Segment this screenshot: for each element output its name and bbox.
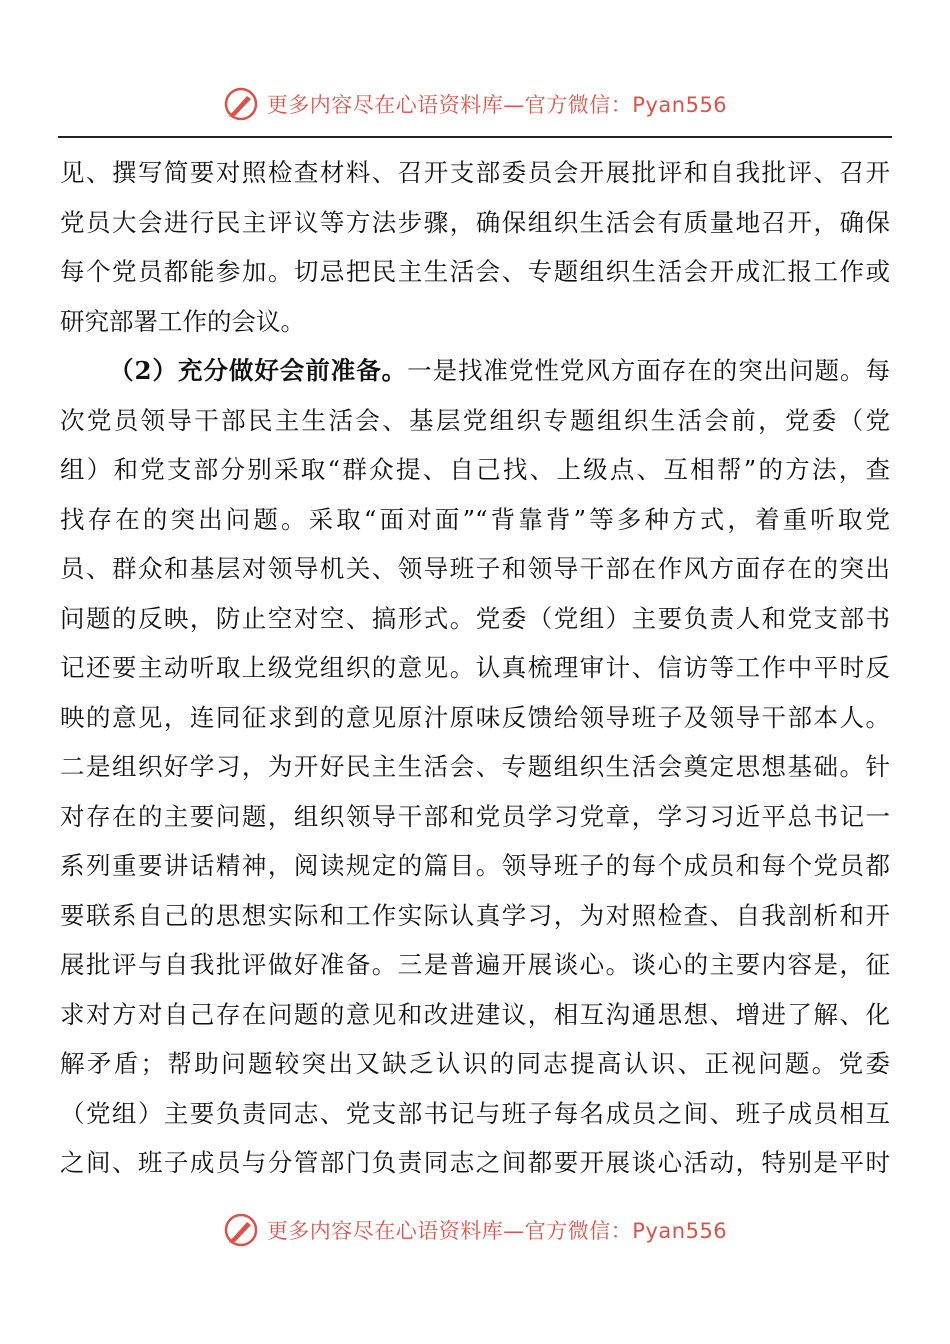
text-line: 研究部署工作的会议。 [60, 306, 305, 336]
footer-banner-text: 更多内容尽在心语资料库—官方微信：Pyan556 [266, 1219, 728, 1243]
header-banner [0, 84, 950, 124]
text-line: 见、撰写简要对照检查材料、召开支部委员会开展批评和自我批评、召开 [60, 158, 890, 187]
text-line: 党员大会进行民主评议等方法步骤，确保组织生活会有质量地召开，确保 [60, 207, 890, 237]
text-line: 展批评与自我批评做好准备。三是普遍开展谈心。谈心的主要内容是，征 [60, 950, 890, 979]
text-span: 一是找准党性党风方面存在的突出问题。每 [407, 356, 890, 385]
text-line: 找存在的突出问题。采取“面对面”“背靠背”等多种方式，着重听取党 [60, 504, 890, 534]
text-line: 映的意见，连同征求到的意见原汁原味反馈给领导班子及领导干部本人。 [60, 702, 890, 732]
text-line: 要联系自己的思想实际和工作实际认真学习，为对照检查、自我剖析和开 [60, 900, 890, 930]
pen-icon [223, 86, 259, 122]
pen-icon [223, 1212, 259, 1248]
text-line: 二是组织好学习，为开好民主生活会、专题组织生活会奠定思想基础。针 [60, 752, 890, 781]
text-line: 员、群众和基层对领导机关、领导班子和领导干部在作风方面存在的突出 [60, 554, 890, 583]
text-line: 对存在的主要问题，组织领导干部和党员学习党章，学习习近平总书记一 [60, 801, 890, 831]
text-line: 问题的反映，防止空对空、搞形式。党委（党组）主要负责人和党支部书 [60, 603, 890, 633]
text-line: 每个党员都能参加。切忌把民主生活会、专题组织生活会开成汇报工作或 [60, 257, 890, 286]
text-line: 求对方对自己存在问题的意见和改进建议，相互沟通思想、增进了解、化 [60, 999, 890, 1029]
text-line: 之间、班子成员与分管部门负责同志之间都要开展谈心活动，特别是平时 [60, 1148, 890, 1177]
footer-banner [0, 1210, 950, 1250]
text-line: 系列重要讲话精神，阅读规定的篇目。领导班子的每个成员和每个党员都 [60, 851, 890, 880]
section-heading: （2）充分做好会前准备。 [109, 356, 408, 385]
text-line: 组）和党支部分别采取“群众提、自己找、上级点、互相帮”的方法，查 [60, 455, 890, 484]
header-banner-text: 更多内容尽在心语资料库—官方微信：Pyan556 [266, 93, 728, 117]
header-divider [58, 136, 892, 138]
text-line: （党组）主要负责同志、党支部书记与班子每名成员之间、班子成员相互 [60, 1098, 890, 1128]
paragraph-first-line [60, 346, 890, 396]
document-body [60, 148, 890, 1188]
text-line: 记还要主动听取上级党组织的意见。认真梳理审计、信访等工作中平时反 [60, 653, 890, 682]
text-line: 次党员领导干部民主生活会、基层党组织专题组织生活会前，党委（党 [60, 405, 890, 435]
text-line: 解矛盾；帮助问题较突出又缺乏认识的同志提高认识、正视问题。党委 [60, 1049, 890, 1078]
